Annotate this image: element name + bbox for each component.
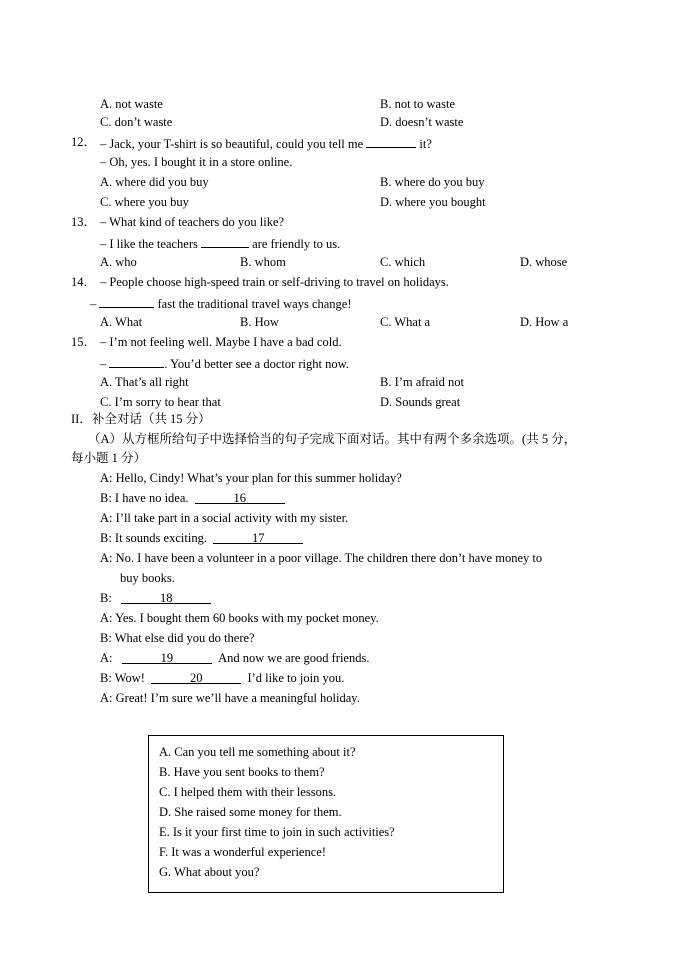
section2-instructions-line1: （A）从方框所给句子中选择恰当的句子完成下面对话。其中有两个多余选项。(共 5 分， [88, 432, 577, 446]
q12-blank [366, 134, 416, 148]
blank-19: 19 [122, 650, 212, 664]
option-a: A. Can you tell me something about it? [159, 745, 356, 759]
q13-option-d: D. whose [520, 255, 568, 269]
option-f: F. It was a wonderful experience! [159, 845, 326, 859]
dialogue-line-6-text: B: [100, 591, 112, 605]
option-b: B. Have you sent books to them? [159, 765, 325, 779]
q14-option-b: B. How [240, 315, 279, 329]
q12-line1-pre: – Jack, your T-shirt is so beautiful, could you tell me [100, 137, 367, 151]
q13-option-b: B. whom [240, 255, 286, 269]
q14-line2-pre: – [90, 297, 100, 311]
q15-option-a: A. That’s all right [100, 375, 189, 389]
dialogue-line-7: A: Yes. I bought them 60 books with my pocket money. [100, 611, 379, 625]
q13-number: 13． [71, 215, 97, 229]
q14-option-d: D. How a [520, 315, 569, 329]
q14-blank [99, 294, 154, 308]
q12-number: 12． [71, 135, 97, 149]
q14-option-c: C. What a [380, 315, 431, 329]
q11-option-b: B. not to waste [380, 97, 455, 111]
blank-20: 20 [151, 670, 241, 684]
section2-instructions-line2: 每小题 1 分） [71, 451, 147, 465]
q15-option-c: C. I’m sorry to hear that [100, 395, 221, 409]
q11-option-c: C. don’t waste [100, 115, 173, 129]
q14-line2 [90, 294, 352, 312]
option-g: G. What about you? [159, 865, 260, 879]
q15-blank [109, 354, 164, 368]
section2-heading: II．补全对话（共 15 分） [71, 412, 211, 426]
q12-line1-post: it? [416, 137, 432, 151]
q12-option-d: D. where you bought [380, 195, 486, 209]
q12-option-a: A. where did you buy [100, 175, 209, 189]
dialogue-line-10 [100, 670, 344, 686]
q14-line1: – People choose high-speed train or self-driving to travel on holidays. [100, 275, 449, 289]
q15-option-d: D. Sounds great [380, 395, 461, 409]
option-c: C. I helped them with their lessons. [159, 785, 337, 799]
dialogue-line-6 [100, 590, 211, 606]
q15-line1: – I’m not feeling well. Maybe I have a bad cold. [100, 335, 342, 349]
q11-option-d: D. doesn’t waste [380, 115, 464, 129]
dialogue-line-1: A: Hello, Cindy! What’s your plan for this summer holiday? [100, 471, 402, 485]
dialogue-line-2 [100, 490, 285, 506]
q13-line2 [100, 234, 340, 252]
q12-line2: – Oh, yes. I bought it in a store online. [100, 155, 293, 169]
q12-option-c: C. where you buy [100, 195, 189, 209]
q15-line2 [100, 354, 349, 372]
dialogue-line-5a: A: No. I have been a volunteer in a poor village. The children there don’t have money to [100, 551, 543, 565]
q13-blank [201, 234, 249, 248]
q13-line2-pre: – I like the teachers [100, 237, 201, 251]
q15-line2-pre: – [100, 357, 110, 371]
dialogue-line-3: A: I’ll take part in a social activity with my sister. [100, 511, 349, 525]
options-box [148, 735, 504, 893]
option-e: E. Is it your first time to join in such activities? [159, 825, 395, 839]
dialogue-line-9 [100, 650, 369, 666]
q13-line2-post: are friendly to us. [249, 237, 341, 251]
q14-line2-post: fast the traditional travel ways change! [154, 297, 352, 311]
dialogue-line-10-post: I’d like to join you. [247, 671, 345, 685]
dialogue-line-11: A: Great! I’m sure we’ll have a meaningful holiday. [100, 691, 360, 705]
dialogue-line-9-post: And now we are good friends. [218, 651, 370, 665]
option-d: D. She raised some money for them. [159, 805, 342, 819]
dialogue-line-4-text: B: It sounds exciting. [100, 531, 207, 545]
q13-option-c: C. which [380, 255, 426, 269]
dialogue-line-2-text: B: I have no idea. [100, 491, 189, 505]
dialogue-line-8: B: What else did you do there? [100, 631, 255, 645]
blank-17: 17 [213, 530, 303, 544]
q13-option-a: A. who [100, 255, 137, 269]
q15-option-b: B. I’m afraid not [380, 375, 465, 389]
q14-number: 14． [71, 275, 97, 289]
q11-option-a: A. not waste [100, 97, 163, 111]
dialogue-line-10-text: B: Wow! [100, 671, 145, 685]
blank-18: 18 [121, 590, 211, 604]
dialogue-line-9-text: A: [100, 651, 113, 665]
dialogue-line-5b: buy books. [120, 571, 175, 585]
q12-option-b: B. where do you buy [380, 175, 485, 189]
dialogue-line-4 [100, 530, 303, 546]
q12-line1 [100, 134, 432, 152]
q15-number: 15． [71, 335, 97, 349]
blank-16: 16 [195, 490, 285, 504]
q14-option-a: A. What [100, 315, 143, 329]
q15-line2-post: . You’d better see a doctor right now. [164, 357, 349, 371]
q13-line1: – What kind of teachers do you like? [100, 215, 285, 229]
